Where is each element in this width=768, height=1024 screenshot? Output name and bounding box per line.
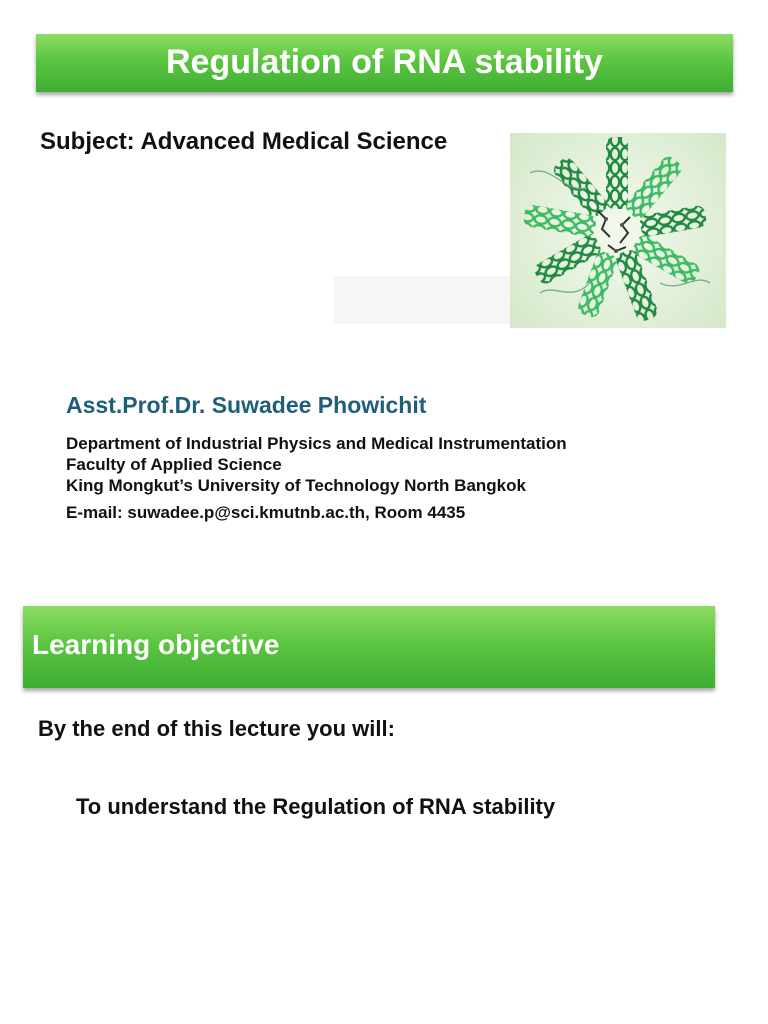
faculty-line: Faculty of Applied Science <box>66 455 282 474</box>
helix-group <box>523 137 708 323</box>
author-name: Asst.Prof.Dr. Suwadee Phowichit <box>66 392 427 418</box>
university-line: King Mongkut’s University of Technology North Bangkok <box>66 476 526 495</box>
slide-title: Regulation of RNA stability <box>166 43 603 81</box>
contact-line: E-mail: suwadee.p@sci.kmutnb.ac.th, Room 4435 <box>66 503 466 522</box>
image-shadow-box <box>334 276 510 324</box>
title-banner <box>36 34 733 92</box>
section-heading: Learning objective <box>32 629 280 660</box>
department-line: Department of Industrial Physics and Medical Instrumentation <box>66 434 567 453</box>
objective-point: To understand the Regulation of RNA stability <box>76 794 556 819</box>
learning-objective-banner <box>23 606 715 688</box>
protein-structure-image <box>510 133 726 328</box>
subject-line: Subject: Advanced Medical Science <box>40 128 448 155</box>
lead-sentence: By the end of this lecture you will: <box>38 716 395 741</box>
protein-helix-structure-icon <box>510 133 726 328</box>
